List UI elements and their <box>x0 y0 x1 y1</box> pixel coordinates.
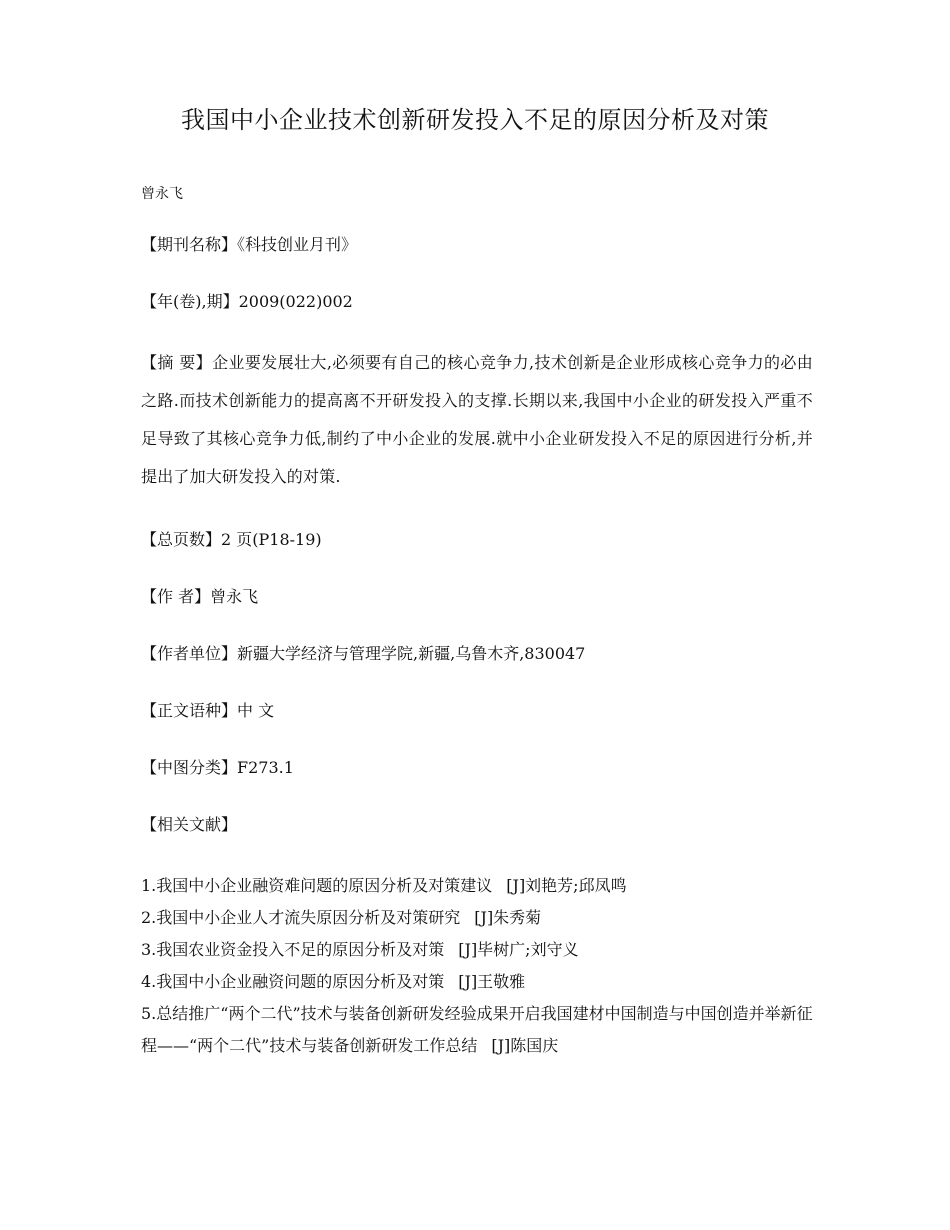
document-title: 我国中小企业技术创新研发投入不足的原因分析及对策 <box>181 106 769 134</box>
language-field <box>141 699 274 723</box>
author-line: 曾永飞 <box>141 186 183 202</box>
abstract-text: 企业要发展壮大,必须要有自己的核心竞争力,技术创新是企业形成核心竞争力的必由之路.而技术创新能力的提高离不开研发投入的支撑.长期以来,我国中小企业的研发投入严重不足导致了其核心竞争力低,制约了中小企业的发展.就中小企业研发投入不足的原因进行分析,并提出了加大研发投入的对策. <box>141 353 813 486</box>
classification-value: F273.1 <box>237 758 294 777</box>
related-literature-heading <box>141 813 237 837</box>
reference-item[interactable] <box>141 934 821 966</box>
year-volume-issue-label: 【年(卷),期】 <box>141 292 239 311</box>
language-value: 中 文 <box>237 701 275 720</box>
pages-value: 2 页(P18-19) <box>221 530 322 549</box>
reference-title: 5.总结推广“两个二代”技术与装备创新研发经验成果开启我国建材中国制造与中国创造并举新征程——“两个二代”技术与装备创新研发工作总结 <box>141 1004 813 1055</box>
author-value: 曾永飞 <box>210 587 259 606</box>
pages-label: 【总页数】 <box>141 530 222 549</box>
reference-item[interactable] <box>141 966 821 998</box>
year-volume-issue-value: 2009(022)002 <box>238 292 353 311</box>
author-label: 【作 者】 <box>141 587 211 606</box>
affiliation-field <box>141 642 585 666</box>
reference-title: 1.我国中小企业融资难问题的原因分析及对策建议 <box>141 876 493 895</box>
reference-tag: [J]王敬雅 <box>458 972 526 991</box>
classification-label: 【中图分类】 <box>141 758 238 777</box>
year-volume-issue-field <box>141 290 353 314</box>
abstract-label: 【摘 要】 <box>141 353 213 372</box>
author-field <box>141 585 258 609</box>
reference-item[interactable] <box>141 870 821 902</box>
journal-field <box>141 233 357 257</box>
pages-field <box>141 528 322 552</box>
reference-list <box>141 870 821 1062</box>
reference-title: 3.我国农业资金投入不足的原因分析及对策 <box>141 940 445 959</box>
reference-item[interactable] <box>141 902 821 934</box>
reference-title: 2.我国中小企业人才流失原因分析及对策研究 <box>141 908 461 927</box>
journal-value: 《科技创业月刊》 <box>237 235 358 254</box>
language-label: 【正文语种】 <box>141 701 238 720</box>
journal-label: 【期刊名称】 <box>141 235 238 254</box>
related-literature-label: 【相关文献】 <box>141 815 238 834</box>
abstract-field <box>141 344 813 496</box>
reference-tag: [J]朱秀菊 <box>474 908 542 927</box>
reference-tag: [J]毕树广;刘守义 <box>458 940 579 959</box>
affiliation-value: 新疆大学经济与管理学院,新疆,乌鲁木齐,830047 <box>237 644 586 663</box>
reference-title: 4.我国中小企业融资问题的原因分析及对策 <box>141 972 445 991</box>
reference-tag: [J]刘艳芳;邱凤鸣 <box>506 876 627 895</box>
classification-field <box>141 756 294 780</box>
reference-tag: [J]陈国庆 <box>491 1036 559 1055</box>
reference-item[interactable] <box>141 998 821 1062</box>
affiliation-label: 【作者单位】 <box>141 644 238 663</box>
